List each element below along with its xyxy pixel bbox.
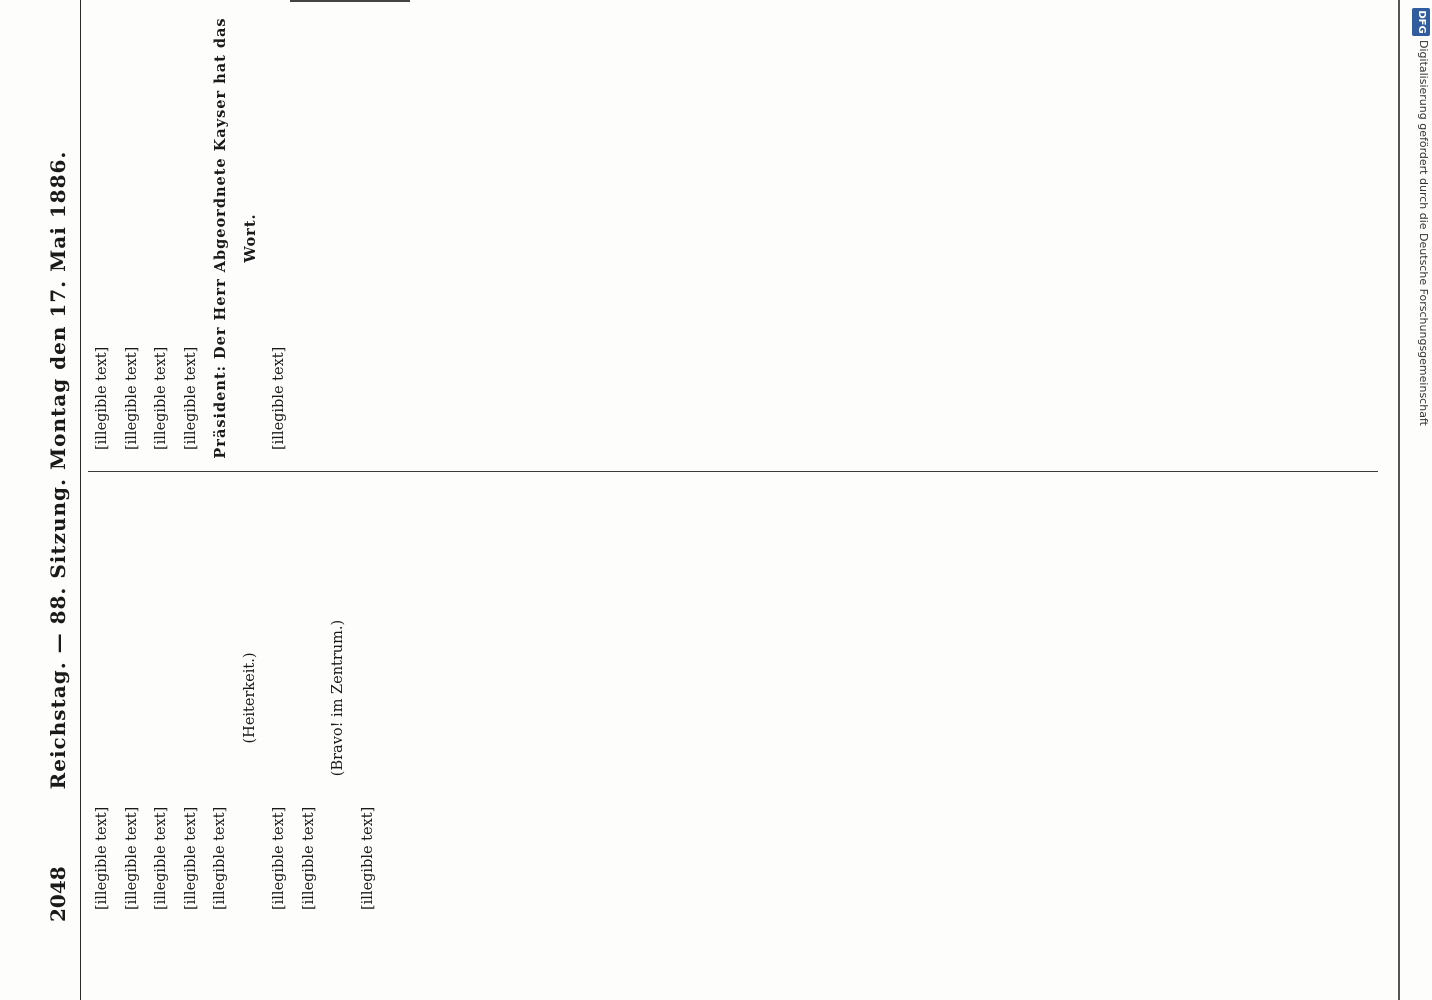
paragraph: [illegible text] bbox=[94, 806, 110, 910]
page-edge bbox=[1398, 0, 1400, 1000]
paragraph: [illegible text] bbox=[212, 806, 228, 910]
paragraph: [illegible text] bbox=[300, 806, 317, 910]
running-head: Reichstag. — 88. Sitzung. Montag den 17. Mai 1886. bbox=[46, 150, 70, 790]
paragraph: [illegible text] bbox=[271, 346, 287, 450]
column-divider bbox=[88, 471, 1378, 472]
header-rule bbox=[80, 0, 81, 1000]
dfg-logo-text: DFG bbox=[1416, 10, 1427, 34]
paragraph: [illegible text] bbox=[271, 806, 287, 910]
stage-direction: (Bravo! im Zentrum.) bbox=[330, 619, 346, 777]
paragraph: [illegible text] bbox=[153, 806, 169, 910]
paragraph: [illegible text] bbox=[94, 346, 110, 450]
paragraph: [illegible text] bbox=[182, 806, 199, 910]
digitization-credit bbox=[1410, 40, 1430, 600]
dfg-logo bbox=[1412, 8, 1430, 36]
left-column bbox=[88, 472, 1378, 924]
page-header bbox=[46, 0, 76, 1000]
president-announcement: Präsident: Der Herr Abgeordnete Kayser hat das Wort. bbox=[212, 17, 259, 459]
right-column bbox=[88, 12, 1378, 464]
paragraph: [illegible text] bbox=[123, 346, 140, 450]
paragraph: [illegible text] bbox=[359, 806, 376, 910]
paragraph: [illegible text] bbox=[153, 346, 169, 450]
paragraph: [illegible text] bbox=[182, 346, 199, 450]
stage-direction: (Heiterkeit.) bbox=[241, 652, 258, 744]
page-number: 2048 bbox=[46, 866, 70, 922]
credit-text: Digitalisierung gefördert durch die Deutsche Forschungsgemeinschaft bbox=[1417, 40, 1430, 426]
paragraph: [illegible text] bbox=[123, 806, 140, 910]
